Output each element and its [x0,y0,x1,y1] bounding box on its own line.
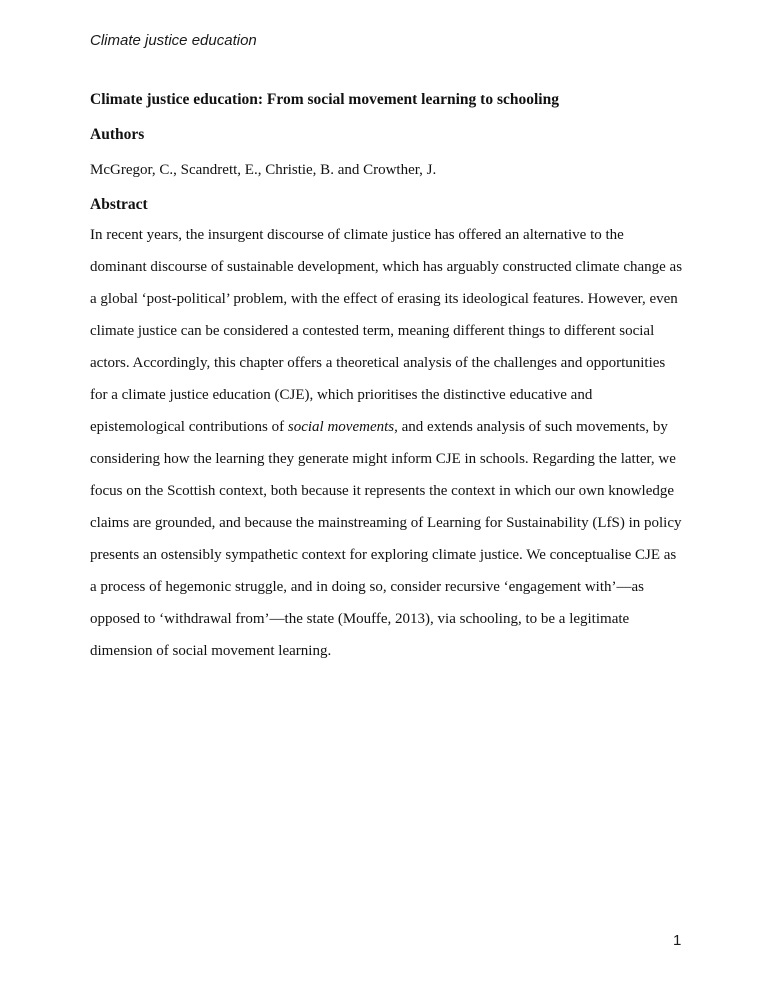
abstract-text-part2: , and extends analysis of such movements, by considering how the learning they generate might inform CJE in schools. Regarding the latter, we focus on the Scottish context, both because it represents the context in which our own knowledge claims are grounded, and because the mainstreaming of Learning for Sustainability (LfS) in policy presents an ostensibly sympathetic context for exploring climate justice. We conceptualise CJE as a process of hegemonic struggle, and in doing so, consider recursive ‘engagement with’—as opposed to ‘withdrawal from’—the state (Mouffe, 2013), via schooling, to be a legitimate dimension of social movement learning. [90,419,682,659]
abstract-paragraph [90,219,683,667]
page-number: 1 [673,932,682,949]
running-head: Climate justice education [90,32,257,49]
abstract-italic-phrase: social movements [287,419,395,435]
paper-title: Climate justice education: From social movement learning to schooling [90,91,559,108]
abstract-text-part1: In recent years, the insurgent discourse of climate justice has offered an alternative to the dominant discourse of sustainable development, which has arguably constructed climate change as a global ‘post-political’ problem, with the effect of erasing its ideological features. However, even climate justice can be considered a contested term, meaning different things to different social actors. Accordingly, this chapter offers a theoretical analysis of the challenges and opportunities for a climate justice education (CJE), which prioritises the distinctive educative and epistemological contributions of [90,227,683,435]
authors-line: McGregor, C., Scandrett, E., Christie, B. and Crowther, J. [90,162,437,178]
page-content [90,33,683,667]
authors-heading: Authors [90,126,145,143]
abstract-heading: Abstract [90,196,148,213]
